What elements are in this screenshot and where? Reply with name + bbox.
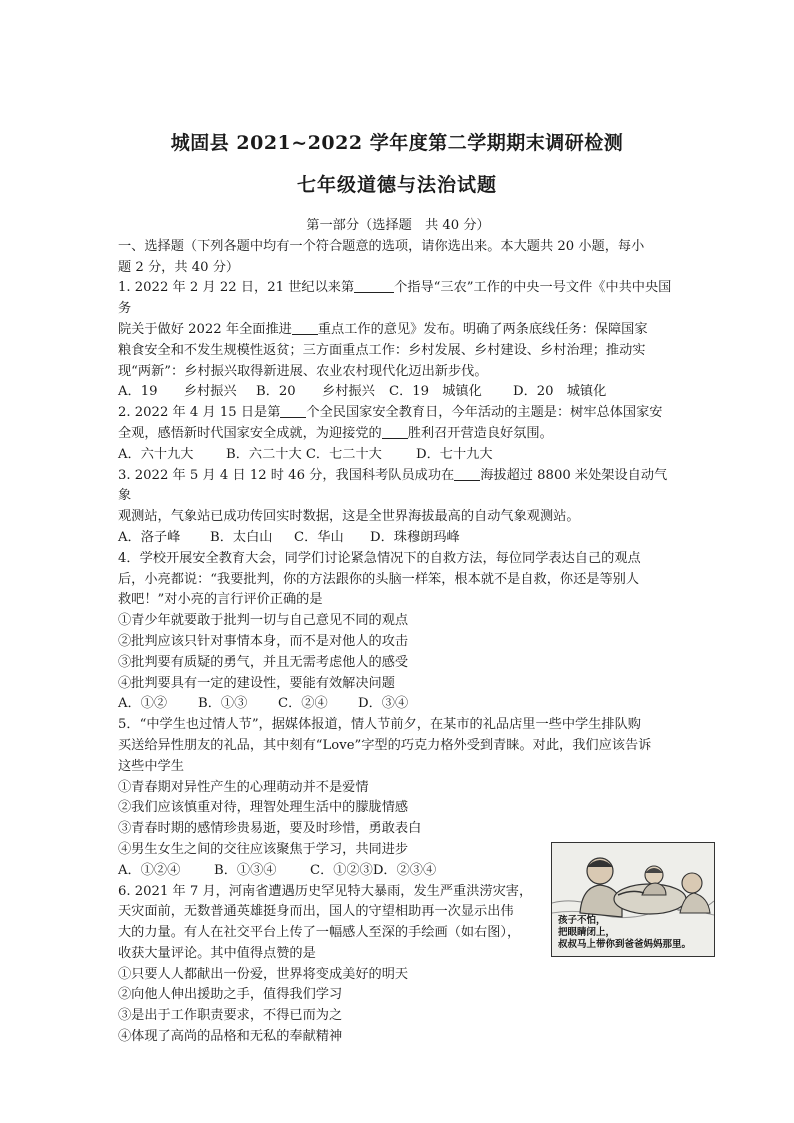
- option-b: B．①③: [198, 696, 248, 712]
- question-6-line: 大的力量。有人在社交平台上传了一幅感人至深的手绘画（如右图），: [118, 925, 521, 941]
- question-4-options: [118, 694, 678, 715]
- option-b: B．太白山: [210, 529, 273, 545]
- answer-blank: [280, 403, 306, 418]
- question-2-line: [118, 403, 678, 424]
- question-1-line: [118, 278, 678, 320]
- question-3-line: [118, 466, 678, 508]
- option-a: A．①②④: [118, 862, 181, 878]
- option-a: A．洛子峰: [118, 529, 181, 545]
- text-run: 海拔超过 8800 米处架设自动气象: [118, 467, 668, 504]
- option-c: C．19 城镇化: [389, 384, 482, 400]
- question-6-line: 天灾面前，无数普通英雄挺身而出，国人的守望相助再一次显示出伟: [118, 904, 514, 920]
- instructions-line: 题 2 分，共 40 分）: [118, 259, 240, 275]
- question-5-line: 这些中学生: [118, 758, 184, 774]
- question-4-line: 4．学校开展安全教育大会，同学们讨论紧急情况下的自救方法，每位同学表达自己的观点: [118, 550, 641, 566]
- answer-blank: [354, 278, 394, 293]
- question-6-line: 收获大量评论。其中值得点赞的是: [118, 945, 316, 961]
- answer-blank: [382, 424, 408, 439]
- text-run: 胜利召开营造良好氛围。: [407, 425, 553, 441]
- question-3-line: 观测站，气象站已成功传回实时数据，这是全世界海拔最高的自动气象观测站。: [118, 509, 580, 525]
- statement-3: ③批判要有质疑的勇气，并且无需考虑他人的感受: [118, 654, 409, 670]
- option-b: B．①③④: [214, 862, 277, 878]
- caption-line: 叔叔马上带你到爸爸妈妈那里。: [558, 939, 692, 950]
- text-run: 1. 2022 年 2 月 22 日，21 世纪以来第: [118, 280, 355, 296]
- option-d: D．珠穆朗玛峰: [370, 529, 460, 545]
- question-1-line: 现“两新”：乡村振兴取得新进展、农业农村现代化迈出新步伐。: [118, 363, 488, 379]
- instructions-line: 一、选择题（下列各题中均有一个符合题意的选项，请你选出来。本大题共 20 小题，每小: [118, 238, 645, 254]
- text-run: 个指导“三农”工作的中央一号文件《中共中央国务: [118, 280, 672, 317]
- option-d: D．20 城镇化: [513, 384, 607, 400]
- statement-2: ②向他人伸出援助之手，值得我们学习: [118, 987, 343, 1003]
- question-5-line: 5．“中学生也过情人节”，据媒体报道，情人节前夕，在某市的礼品店里一些中学生排队购: [118, 717, 641, 733]
- option-a: A．①②: [118, 696, 168, 712]
- question-2-line: [118, 424, 678, 445]
- option-c: C．华山: [294, 529, 344, 545]
- statement-4: ④批判要具有一定的建设性，要能有效解决问题: [118, 675, 395, 691]
- statement-2: ②我们应该慎重对待，理智处理生活中的朦胧情感: [118, 800, 409, 816]
- statement-4: ④男生女生之间的交往应该聚焦于学习，共同进步: [118, 841, 409, 857]
- exam-title: 城固县 2021~2022 学年度第二学期期末调研检测: [170, 132, 624, 154]
- question-2-options: [118, 445, 678, 466]
- statement-3: ③是出于工作职责要求，不得已而为之: [118, 1008, 343, 1024]
- option-c-d: C．①②③D．②③④: [310, 862, 437, 878]
- option-b-c: B．六二十大 C．七二十大: [226, 446, 382, 462]
- text-run: 院关于做好 2022 年全面推进: [118, 321, 292, 337]
- section-heading: 第一部分（选择题 共 40 分）: [306, 218, 490, 233]
- option-a: A．19 乡村振兴: [118, 384, 237, 400]
- question-1-line: 粮食安全和不发生规模性返贫；三方面重点工作：乡村发展、乡村建设、乡村治理；推动实: [118, 342, 646, 358]
- answer-blank: [292, 320, 318, 335]
- question-4-line: 后，小亮都说：“我要批判，你的方法跟你的头脑一样笨，根本就不是自救，你还是等别人: [118, 571, 640, 587]
- option-c: C．②④: [278, 696, 328, 712]
- text-run: 3. 2022 年 5 月 4 日 12 时 46 分，我国科考队员成功在: [118, 467, 455, 483]
- text-run: 重点工作的意见》发布。明确了两条底线任务：保障国家: [317, 321, 648, 337]
- rescue-illustration: [551, 842, 715, 957]
- statement-2: ②批判应该只针对事情本身，而不是对他人的攻击: [118, 633, 409, 649]
- illustration-caption: [558, 915, 691, 951]
- question-4-line: 救吧！”对小亮的言行评价正确的是: [118, 592, 323, 608]
- question-3-options: [118, 528, 678, 549]
- question-5-line: 买送给异性朋友的礼品，其中刻有“Love”字型的巧克力格外受到青睐。对此，我们应该告诉: [118, 737, 652, 753]
- caption-line: 把眼睛闭上，: [558, 927, 616, 938]
- text-run: 个全民国家安全教育日，今年活动的主题是：树牢总体国家安: [306, 405, 663, 421]
- text-run: 2. 2022 年 4 月 15 日是第: [118, 405, 281, 421]
- statement-4: ④体现了高尚的品格和无私的奉献精神: [118, 1029, 343, 1045]
- statement-3: ③青春时期的感情珍贵易逝，要及时珍惜，勇敢表白: [118, 821, 422, 837]
- text-run: 全观，感悟新时代国家安全成就，为迎接党的: [118, 425, 382, 441]
- statement-1: ①青少年就要敢于批判一切与自己意见不同的观点: [118, 613, 409, 629]
- question-1-line: [118, 320, 678, 341]
- exam-subtitle: 七年级道德与法治试题: [296, 174, 497, 196]
- option-d: D．③④: [358, 696, 409, 712]
- statement-1: ①只要人人都献出一份爱，世界将变成美好的明天: [118, 966, 409, 982]
- option-b: B．20 乡村振兴: [256, 384, 375, 400]
- statement-1: ①青春期对异性产生的心理萌动并不是爱情: [118, 779, 369, 795]
- caption-line: 孩子不怕，: [558, 915, 606, 926]
- question-6-line: 6. 2021 年 7 月，河南省遭遇历史罕见特大暴雨，发生严重洪涝灾害，: [118, 883, 533, 899]
- option-a: A．六十九大: [118, 446, 194, 462]
- question-1-options: [118, 382, 678, 403]
- option-d: D．七十九大: [416, 446, 493, 462]
- answer-blank: [454, 466, 480, 481]
